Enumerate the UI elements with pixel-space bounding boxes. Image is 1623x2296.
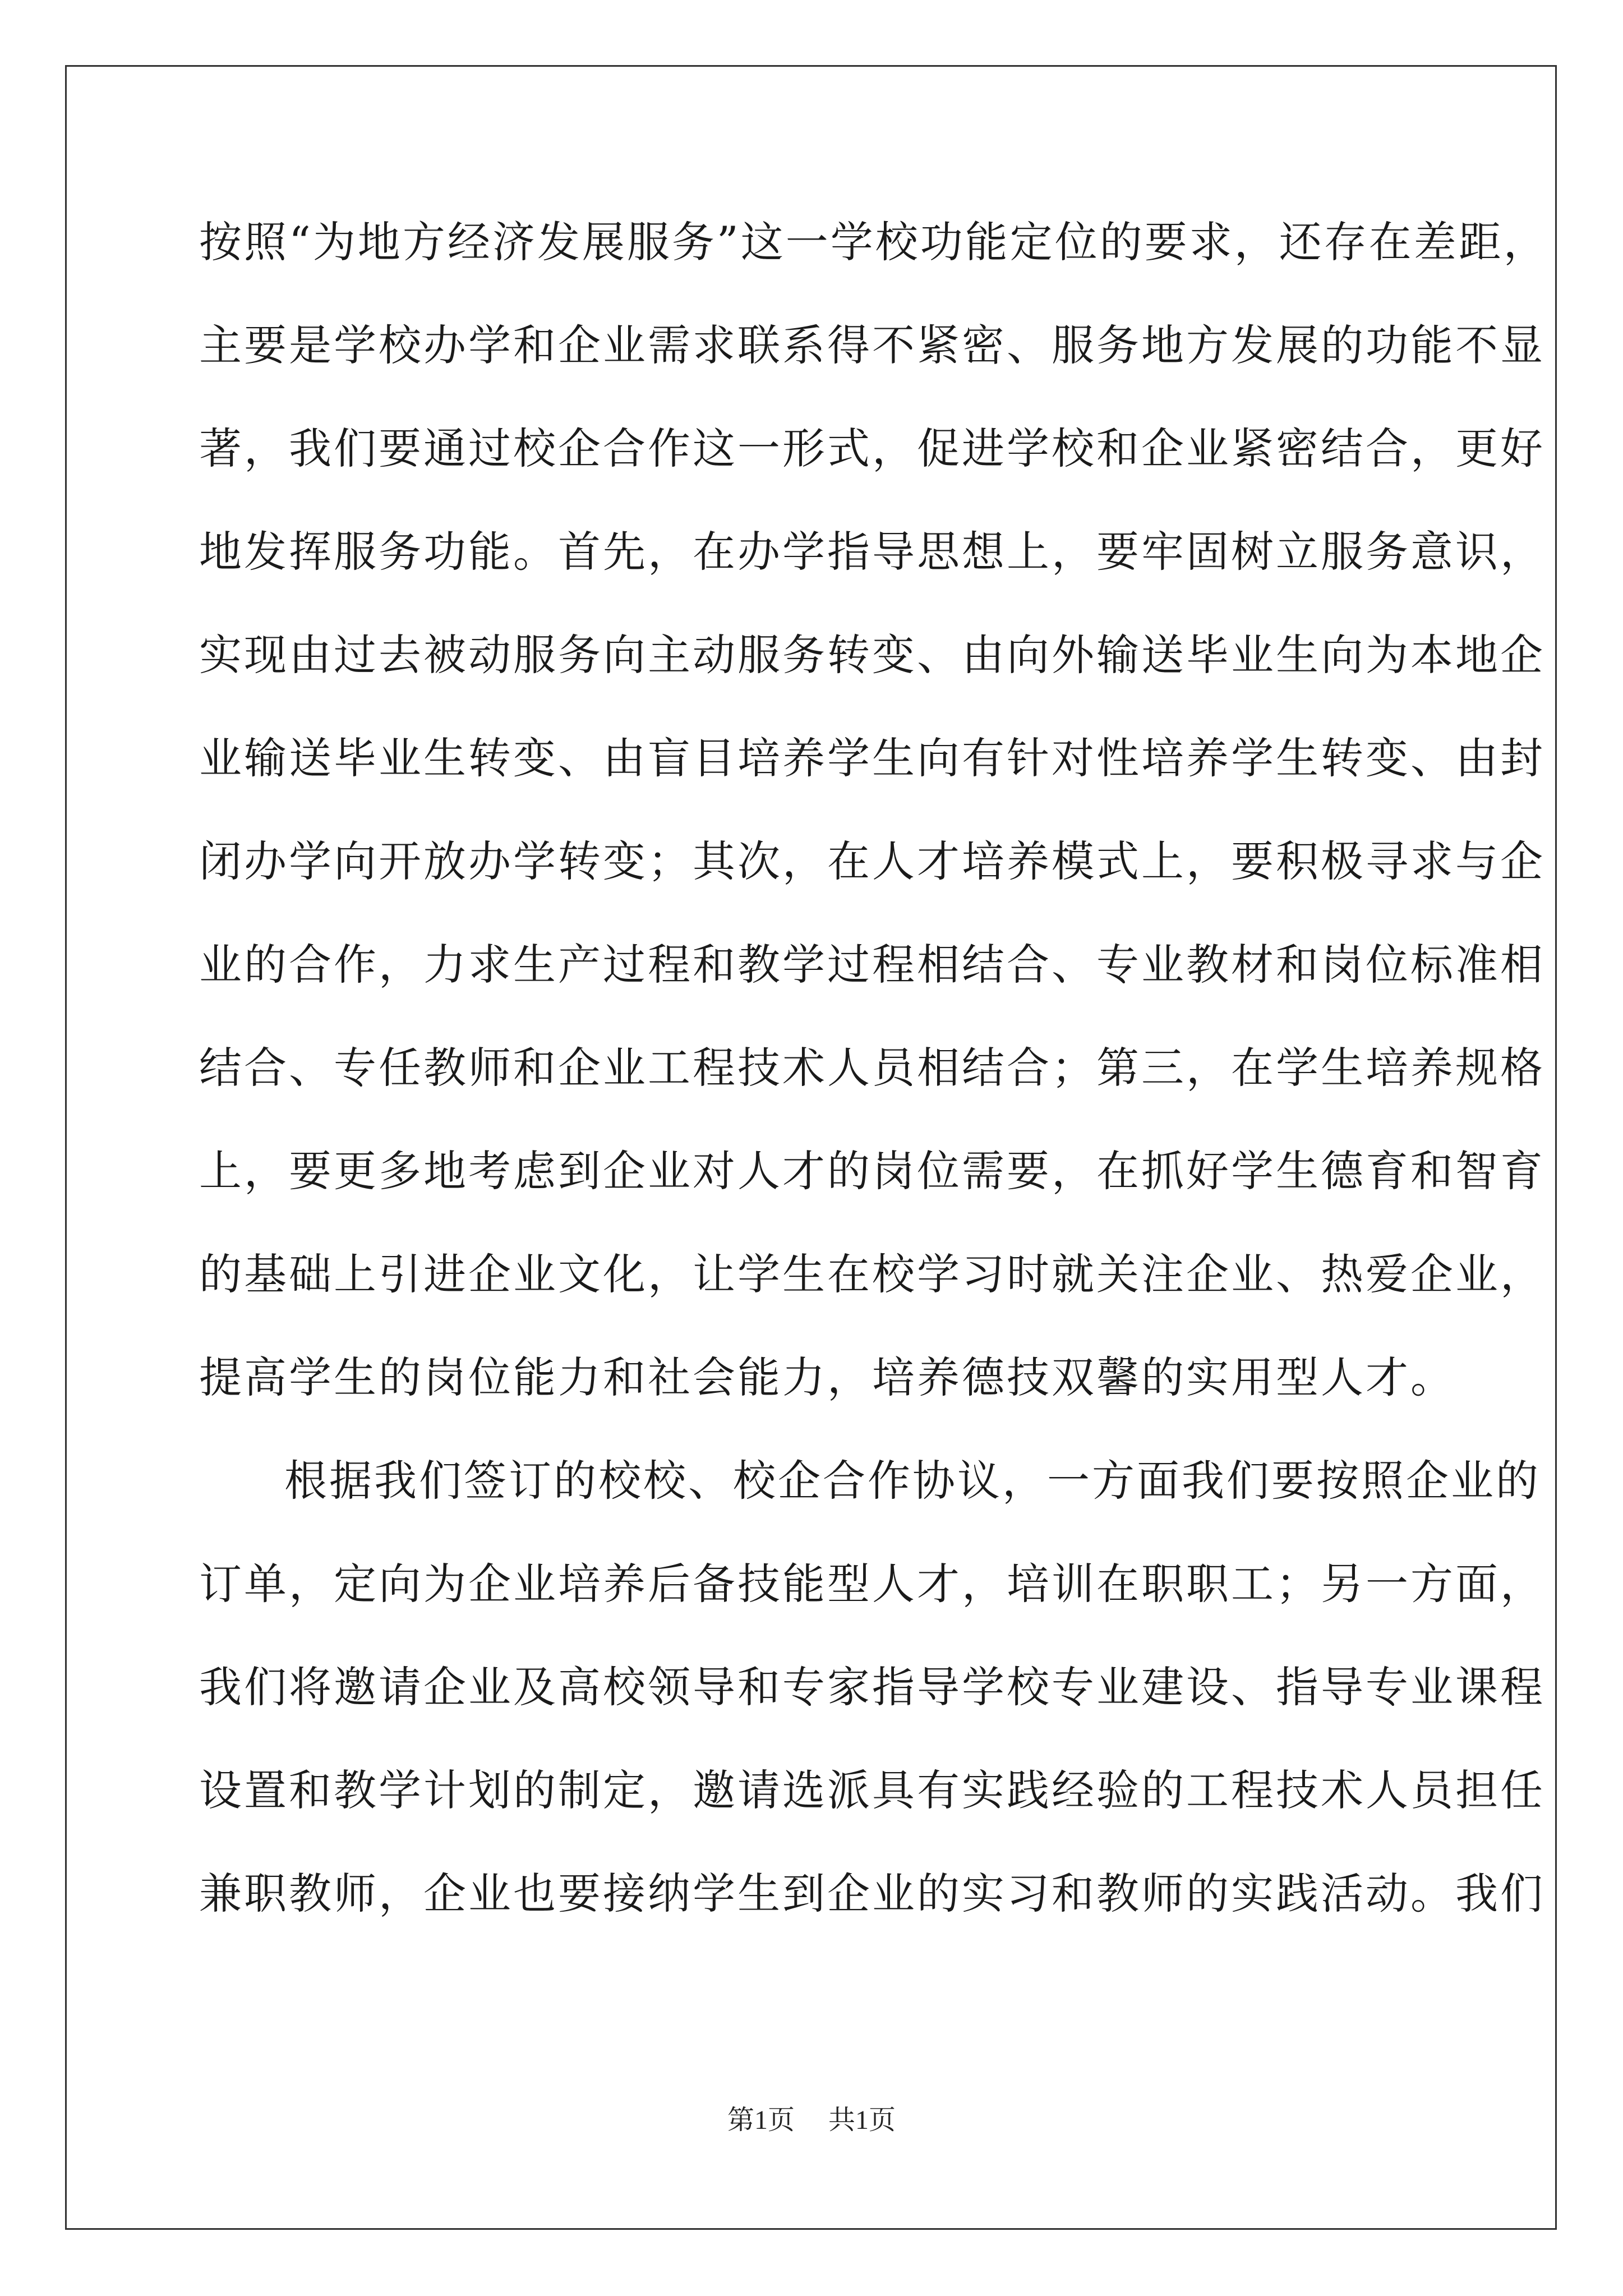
- text-line: 兼职教师，企业也要接纳学生到企业的实习和教师的实践活动。我们: [199, 1869, 1545, 1918]
- text-line: 提高学生的岗位能力和社会能力，培养德技双馨的实用型人才。: [199, 1352, 1455, 1402]
- text-line: 实现由过去被动服务向主动服务转变、由向外输送毕业生向为本地企: [199, 630, 1545, 680]
- text-line: 业输送毕业生转变、由盲目培养学生向有针对性培养学生转变、由封: [199, 733, 1545, 783]
- page-total: 共1页: [828, 2105, 896, 2135]
- text-line: 设置和教学计划的制定，邀请选派具有实践经验的工程技术人员担任: [199, 1765, 1545, 1815]
- text-line: 根据我们签订的校校、校企合作协议，一方面我们要按照企业的: [284, 1456, 1541, 1506]
- text-line: 按照“为地方经济发展服务”这一学校功能定位的要求，还存在差距，: [199, 217, 1548, 267]
- text-line: 地发挥服务功能。首先，在办学指导思想上，要牢固树立服务意识，: [199, 527, 1545, 577]
- page-number: 第1页: [727, 2105, 795, 2135]
- text-line: 的基础上引进企业文化，让学生在校学习时就关注企业、热爱企业，: [199, 1249, 1545, 1299]
- text-line: 我们将邀请企业及高校领导和专家指导学校专业建设、指导专业课程: [199, 1662, 1545, 1712]
- text-line: 订单，定向为企业培养后备技能型人才，培训在职职工；另一方面，: [199, 1559, 1545, 1609]
- text-line: 业的合作，力求生产过程和教学过程相结合、专业教材和岗位标准相: [199, 940, 1545, 990]
- text-line: 结合、专任教师和企业工程技术人员相结合；第三，在学生培养规格: [199, 1043, 1545, 1093]
- page-footer: [0, 2098, 1623, 2137]
- paragraph-1: [199, 191, 1548, 1429]
- text-line: 主要是学校办学和企业需求联系得不紧密、服务地方发展的功能不显: [199, 320, 1545, 370]
- paragraph-2: [199, 1429, 1545, 1945]
- text-line: 著，我们要通过校企合作这一形式，促进学校和企业紧密结合，更好: [199, 424, 1545, 473]
- text-line: 上，要更多地考虑到企业对人才的岗位需要，在抓好学生德育和智育: [199, 1146, 1545, 1196]
- text-line: 闭办学向开放办学转变；其次，在人才培养模式上，要积极寻求与企: [199, 836, 1545, 886]
- document-body: [199, 191, 1548, 1945]
